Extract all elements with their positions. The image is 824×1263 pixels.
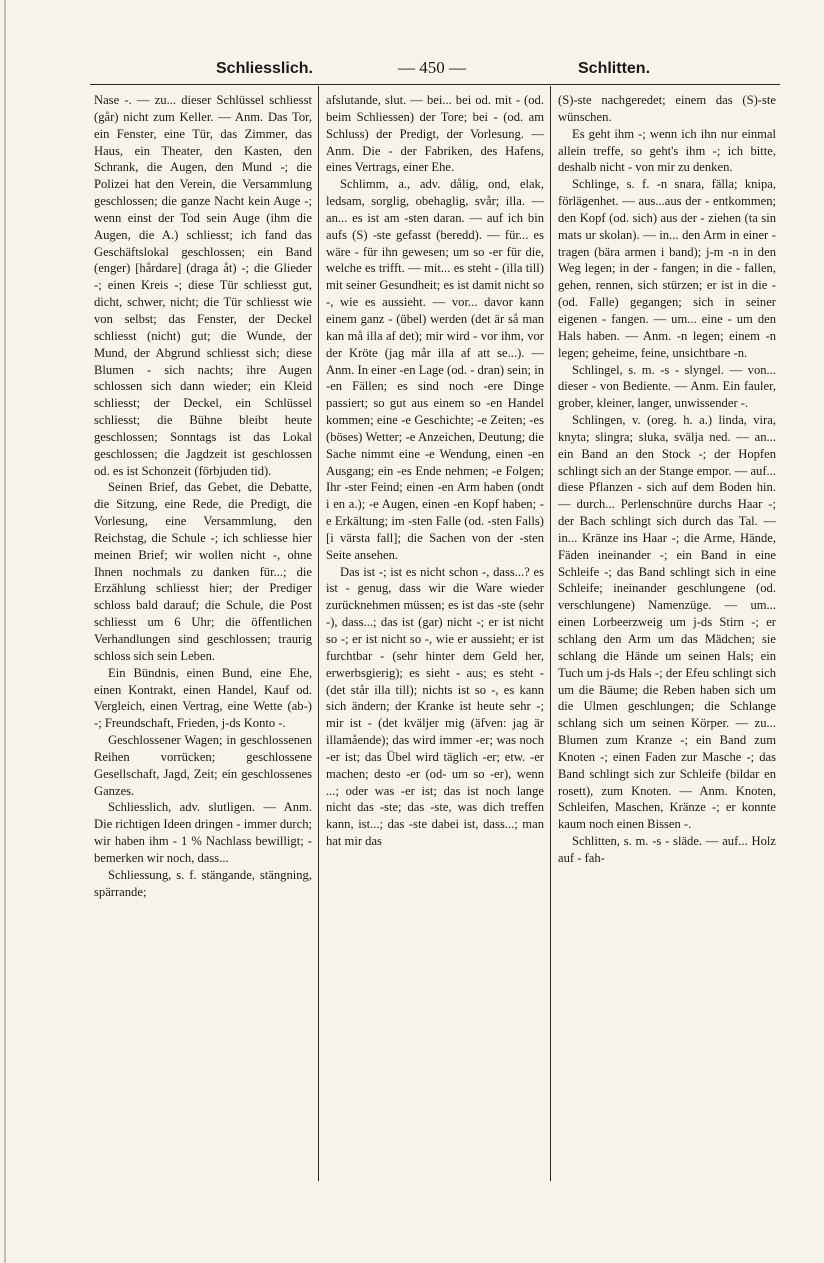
page-number: — 450 —: [398, 58, 466, 77]
entry-paragraph: Seinen Brief, das Gebet, die Debatte, die Sitzung, eine Rede, die Predigt, die Vorlesung, eine Versammlung, den Reichstag, die Schule -; ich schliesse hier meinen Brief; wir wollen nicht -, ohne Ihnen nochmals zu danken für...; die Erzählung schliesst hier; der Prediger schloss bald darauf; die Schule, die Post schliesst um 6 Uhr; die öffentlichen Verhandlungen sind geschlossen; traurig schloss sich sein Leben.: [94, 480, 312, 663]
entry-paragraph: Schlingen, v. (oreg. h. a.) linda, vira, knyta; slingra; sluka, svälja ned. — an... ein Band an den Stock -; der Hopfen schlingt sich an der Stange empor. — auf... diese Pflanzen - sich auf dem Boden hin. — durch... Perlenschnüre durchs Haar -; der Bach schlingt sich durch das Tal. — in... Kränze ins Haar -; die Arme, Hände, Fäden ineinander -; ein Band in eine Schleife -; das Band schlingt sich in eine Schleife; ineinander geschlungene (od. verschlungene) Namenzüge. — um... einen Lorbeerzweig um j-ds Stirn -; er schlang den Arm um das Mädchen; sie schlang die Hände um seinen Hals; ein Tuch um j-ds Hals -; der Efeu schlingt sich um die Bäume; die Reben haben sich um die Ulmen geschlungen; die Schlange schlang sich um seinen Körper. — zu... Blumen zum Kranze -; ein Band zum Knoten -; einen Faden zur Masche -; das Band schlingt sich zur Schleife (bildar en rosett), zum Knoten. — Anm. Knoten, Schleifen, Maschen, Kränze -; er konnte kaum noch einen Bissen -.: [558, 413, 776, 832]
page-header: [90, 50, 780, 84]
header-rule: [90, 84, 780, 85]
entry-paragraph: Schliesslich, adv. slutligen. — Anm. Die richtigen Ideen dringen - immer durch; wir haben ihm - 1 % Nachlass bewilligt; - bemerken wir noch, dass...: [94, 800, 312, 865]
entry-paragraph: Geschlossener Wagen; in geschlossenen Reihen vorrücken; geschlossene Gesellschaft, Jagd, Zeit; ein geschlossenes Ganzes.: [94, 733, 312, 798]
entry-paragraph: afslutande, slut. — bei... bei od. mit - (od. beim Schliessen) der Tore; bei - (od. am Schluss) der Predigt, der Vorlesung. — Anm. Die - der Fabriken, des Hafens, eines Vertrags, einer Ehe.: [326, 93, 544, 175]
entry-paragraph: Schlingel, s. m. -s - slyngel. — von... dieser - von Bediente. — Anm. Ein fauler, grober, kleiner, langer, unwissender -.: [558, 362, 776, 411]
entry-paragraph: Schlinge, s. f. -n snara, fälla; knipa, förlägenhet. — aus...aus der - entkommen; den Kopf (od. sich) aus der - ziehen (ta sin mats ur skolan). — in... den Arm in einer - tragen (bära armen i band); j-m -n in den Weg legen; in der - fangen; in die - fallen, gehen, rennen, sich stürzen; er ist in die - (od. Falle) gegangen; sich in seiner eigenen - fangen. — um... eine - um den Hals haben. — Anm. -n legen; einem -n legen; geheime, feine, unsichtbare -n.: [558, 177, 776, 360]
column-1: [94, 92, 312, 901]
column-3: [558, 92, 776, 867]
entry-paragraph: Nase -. — zu... dieser Schlüssel schliesst (går) nicht zum Keller. — Anm. Das Tor, ein Fenster, eine Tür, das Zimmer, das Haus, ein Theater, den Kasten, den Schrank, die Augen, den Mund -; die Polizei hat den Verein, die Versammlung geschlossen; die ganze Nacht kein Auge -; wenn einst der Tod sein Auge (ihm die Augen, die A.) schliesst; ich fand das Geschäftslokal geschlossen; ein Band (enger) [hårdare] (draga åt) -; die Glieder -; einen Kreis -; diese Tür schliesst gut, dicht, schwer, nicht; die Tür schliesst wie von selbst; das Fenster, der Deckel schliesst (nicht) gut; die Wunde, der Mund, der Abgrund schliesst sich; diese Blumen - sich nachts; ihre Augen schlossen sich dann wieder; ein Kleid schliesst; der Deckel, ein Schlüssel schliesst; die Bühne bleibt heute geschlossen; Sonntags ist das Lokal geschlossen; die Jagdzeit ist geschlossen od. es ist Schonzeit (förbjuden tid).: [94, 93, 312, 478]
entry-paragraph: (S)-ste nachgeredet; einem das (S)-ste wünschen.: [558, 93, 776, 124]
entry-paragraph: Ein Bündnis, einen Bund, eine Ehe, einen Kontrakt, einen Handel, Kauf od. Vergleich, einen Vertrag, eine Wette (ab-) -; Freundschaft, Frieden, j-ds Konto -.: [94, 665, 312, 731]
page-edge: [4, 0, 6, 1263]
entry-paragraph: Schlimm, a., adv. dålig, ond, elak, ledsam, sorglig, obehaglig, svår; illa. — an... es ist am -sten daran. — auf ich bin aufs (S) -ste gefasst (beredd). — für... es wäre - für ihn gewesen; um so -er für die, welche es trifft. — mit... es steht - (illa till) mit seiner Gesundheit; es ist damit nicht so -, wie es aussieht. — vor... davor kann einem ganz - (übel) werden (det är så man kan må illa af det); mir wird - vor ihm, vor der Kröte (jag mår illa af att se...). — Anm. In einer -en Lage (od. - dran) sein; in -en Fällen; es sind noch -ere Dinge passiert; so gut aus einem so -en Handel kommen; eine -e Geschichte; -e Zeiten; -es (böses) Wetter; -e Anzeichen, Deutung; die Sache nimmt eine -e Wendung, einen -en Ausgang; ein -es Ende nehmen; -e Folgen; Ihr -ster Feind; einen -en Arm haben (ondt i en a.); -e Augen, einen -en Kopf haben; -e Erkältung; im -sten Falle (od. -sten Falls) [i värsta fall]; die Sachen von der -sten Seite ansehen.: [326, 177, 544, 562]
column-2: [326, 92, 544, 850]
column-divider: [550, 86, 551, 1181]
entry-paragraph: Das ist -; ist es nicht schon -, dass...? es ist - genug, dass wir die Ware wieder zurücknehmen müssen; es ist das -ste (sehr -), dass...; das ist (gar) nicht -; er ist nicht so -; er ist nicht so -, wie er aussieht; er ist furchtbar - (sehr hinter dem Geld her, erwerbsgierig); es sieht - aus; es steht - (det står illa till); nichts ist so -, es kann sich ändern; der Kranke ist heute sehr -; mir ist - (det kväljer mig (äfven: jag är illamående); das wird immer -er; was noch -er ist; das Übel wird täglich -er; etw. -er machen; desto -er (od- um so -er), wenn ...; oder was -er ist; das ist noch lange nicht das -ste; das -ste, was dich treffen kann, ist...; das -ste dabei ist, dass...; man hat mir das: [326, 564, 544, 849]
header-left-word: Schliesslich.: [216, 60, 313, 77]
header-right-word: Schlitten.: [578, 60, 651, 77]
entry-paragraph: Schliessung, s. f. stängande, stängning, spärrande;: [94, 867, 312, 899]
entry-paragraph: Schlitten, s. m. -s - slädе. — auf... Holz auf - fah-: [558, 834, 776, 865]
entry-paragraph: Es geht ihm -; wenn ich ihn nur einmal allein treffe, so geht's ihm -; ich bitte, deshalb nicht - von mir zu denken.: [558, 126, 776, 175]
column-divider: [318, 86, 319, 1181]
